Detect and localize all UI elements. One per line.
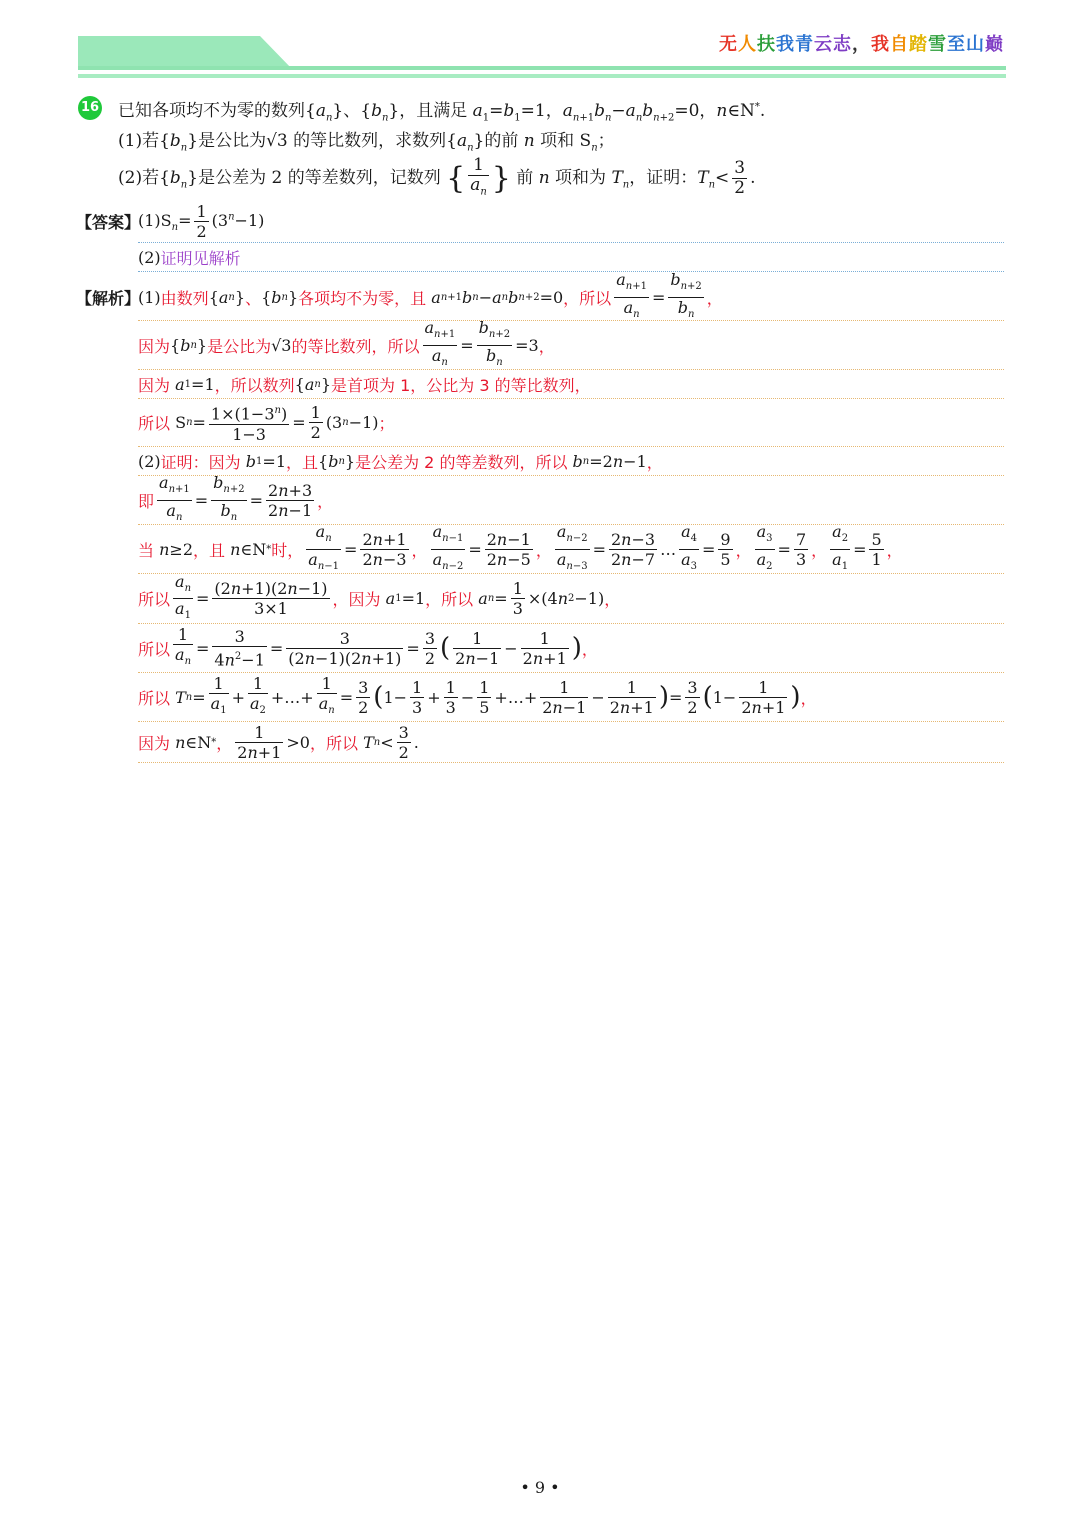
- motto-char: 无: [719, 34, 738, 55]
- motto-char: 至: [947, 34, 966, 55]
- motto-char: 志: [833, 34, 852, 55]
- motto-char: 山: [966, 34, 985, 55]
- motto-char: 踏: [909, 34, 928, 55]
- analysis-line-8: 所以 $\frac{a_n}{a_1}$ = $\frac{(2n+1)(2n-1)}{3\times 1}$ ，因为 a 1 =1 ，所以 a n = $\frac{1}{3}$ ×(4 n 2 −1) ，: [138, 574, 1004, 624]
- question-number-badge: 16: [78, 96, 102, 120]
- analysis-line-4: 所以 S n = $\frac{1\times(1-3^n)}{1-3}$ = $\frac{1}{2}$ (3 n −1) ；: [138, 399, 1004, 447]
- analysis-line-6: 即 $\frac{a_{n+1}}{a_n}$ = $\frac{b_{n+2}}{b_n}$ = $\frac{2n+3}{2n-1}$ ，: [138, 476, 1004, 525]
- question-stem: 已知各项均不为零的数列$\{a_n\}$、$\{b_n\}$，且满足 $a_1=b_1=1$，$a_{n+1}b_n-a_nb_{n+2}=0$，n∈N*.: [118, 101, 766, 124]
- header-band: [78, 36, 293, 70]
- motto-char: 我: [871, 34, 890, 55]
- answer-label: 【答案】: [76, 213, 141, 232]
- analysis-line-9: 所以 $\frac{1}{a_n}$ = $\frac{3}{4n^2-1}$ = $\frac{3}{(2n-1)(2n+1)}$ = $\frac{3}{2}$ ( $\frac{1}{2n-1}$ − $\frac{1}{2n+1}$ ) ，: [138, 624, 1004, 673]
- motto-char: 青: [795, 34, 814, 55]
- analysis-line-1: (1) 由数列 { a n } 、 { b n } 各项均不为零，且 a n+1 b n − a n b n+2 =0 ，所以 $\frac{a_{n+1}}{a_n}$ = $\frac{b_{n+2}}{b_n}$ ，: [138, 274, 1004, 321]
- motto-char: 自: [890, 34, 909, 55]
- analysis-line-2: 因为 { b n } 是公比为 √3 的等比数列，所以 $\frac{a_{n+1}}{a_n}$ = $\frac{b_{n+2}}{b_n}$ =3 ，: [138, 321, 1004, 370]
- analysis-line-11: 因为 n ∈N * ， $\frac{1}{2n+1}$ >0 ，所以 T n < $\frac{3}{2}$ .: [138, 722, 1004, 763]
- motto-char: ，: [852, 34, 871, 55]
- analysis-line-3: 因为 a 1 =1 ，所以数列 { a n } 是首项为 1，公比为 3 的等比数列，: [138, 370, 1004, 399]
- analysis-line-10: 所以 T n = $\frac{1}{a_1}$ + $\frac{1}{a_2}$ +…+ $\frac{1}{a_n}$ = $\frac{3}{2}$ ( 1− $\frac{1}{3}$ + $\frac{1}{3}$ − $\frac{1}{5}$ +…+ $\frac{1}{2n-1}$ − $\frac{1}{2n+1}$ ) = $\frac{3}{2}$ ( 1− $\frac{1}{2n+1}$ ) ，: [138, 673, 1004, 722]
- motto-char: 人: [738, 34, 757, 55]
- analysis-line-7: 当 n ≥2 ，且 n ∈N * 时， $\frac{a_n}{a_{n-1}}$ = $\frac{2n+1}{2n-3}$ ， $\frac{a_{n-1}}{a_{n-2}}$ = $\frac{2n-1}{2n-5}$ ， $\frac{a_{n-2}}{a_{n-3}}$ = $\frac{2n-3}{2n-7}$ … $\frac{a_4}{a_3}$ = $\frac{9}{5}$ ， $\frac{a_3}{a_2}$ = $\frac{7}{3}$ ， $\frac{a_2}{a_1}$ = $\frac{5}{1}$ ，: [138, 525, 1004, 574]
- header-motto: [719, 30, 1004, 56]
- motto-char: 我: [776, 34, 795, 55]
- motto-char: 扶: [757, 34, 776, 55]
- answer-line-1: $(1)S_n=$ $\frac{1}{2}$ $(3^n-1)$: [138, 200, 1004, 243]
- motto-char: 云: [814, 34, 833, 55]
- answer-line-2: (2) 证明见解析: [138, 243, 1004, 272]
- analysis-label: 【解析】: [76, 289, 141, 308]
- page-number: • 9 •: [520, 1478, 560, 1497]
- question-part-2: (2)若$\{b_n\}$是公差为 2 的等差数列，记数列 { $\frac{1}{a_n}$ } 前 n 项和为 $T_n$，证明：$T_n<$ $\frac{3}{2}$ .: [118, 155, 756, 199]
- motto-char: 雪: [928, 34, 947, 55]
- question-part-1: (1)若$\{b_n\}$是公比为√3 的等比数列，求数列$\{a_n\}$的前 n 项和 $S_n$；: [118, 131, 615, 154]
- header-rule-2: [78, 74, 1006, 78]
- analysis-line-5: (2) 证明：因为 b 1 =1 ，且 { b n } 是公差为 2 的等差数列，所以 b n =2 n −1 ，: [138, 447, 1004, 476]
- header-rule: [78, 66, 1006, 70]
- motto-char: 巅: [985, 34, 1004, 55]
